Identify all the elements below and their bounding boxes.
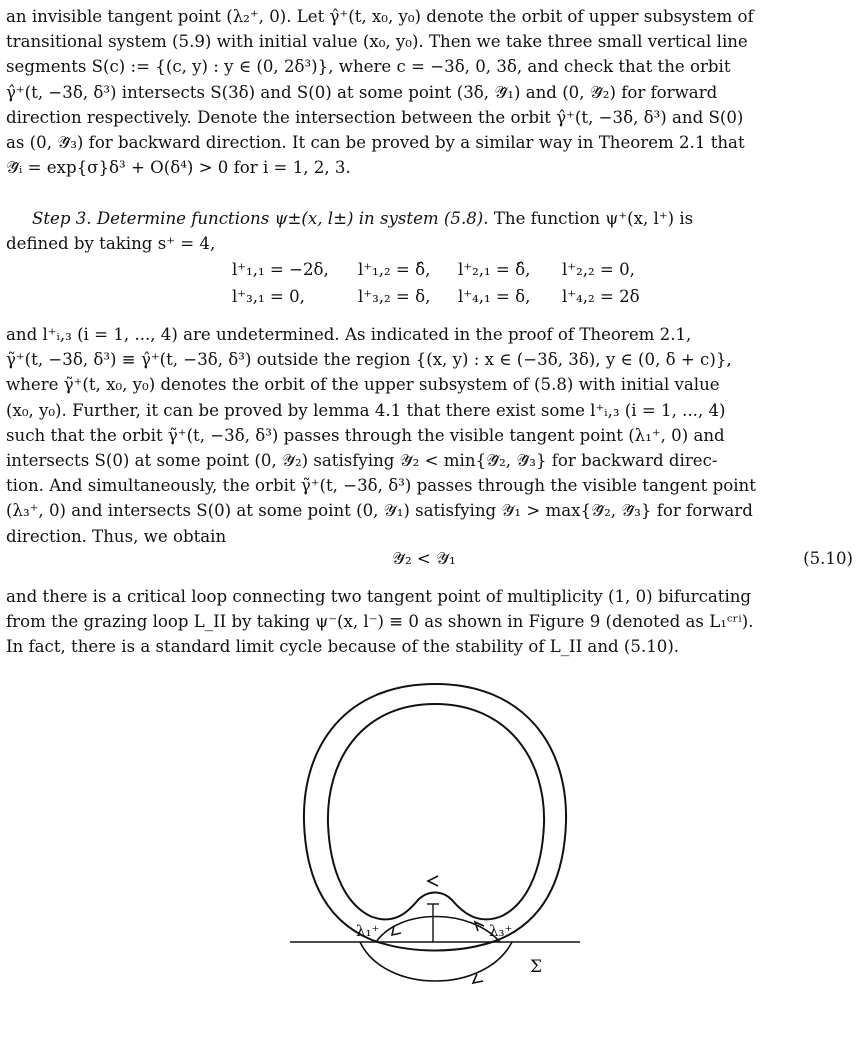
text-line: segments S(c) := {(c, y) : y ∈ (0, 2δ³)}, where c = −3δ, 0, 3δ, and check that the orbit — [6, 57, 731, 77]
paragraph-1 — [6, 4, 858, 180]
paragraph-2 — [6, 322, 858, 549]
paragraph-3 — [6, 584, 858, 660]
equation-number: (5.10) — [803, 549, 853, 568]
inner-loop — [328, 704, 544, 919]
eq-l31: l⁺₃,₁ = 0, — [232, 287, 305, 306]
text-line: direction. Thus, we obtain — [6, 526, 227, 546]
critical-arc — [376, 917, 500, 943]
text-line: intersects S(0) at some point (0, 𝒴̃₂) satisfying 𝒴̃₂ < min{𝒴̂₂, 𝒴̂₃} for backward direc- — [6, 451, 718, 471]
text-line: In fact, there is a standard limit cycle because of the stability of L_II and (5.10). — [6, 637, 680, 657]
lower-arc — [360, 942, 512, 981]
label-sigma: Σ — [530, 957, 543, 977]
text-line: and l⁺ᵢ,₃ (i = 1, ..., 4) are undetermined. As indicated in the proof of Theorem 2.1, — [6, 325, 692, 344]
step3-line2 — [6, 231, 858, 256]
text-line: as (0, 𝒴̂₃) for backward direction. It can be proved by a similar way in Theorem 2.1 that — [6, 133, 745, 153]
text-line: (λ₃⁺, 0) and intersects S(0) at some point (0, 𝒴̃₁) satisfying 𝒴̃₁ > max{𝒴̂₂, 𝒴̂₃} for forward — [6, 501, 753, 521]
eq-l12: l⁺₁,₂ = δ̂, — [358, 260, 431, 279]
eq-l32: l⁺₃,₂ = δ, — [358, 287, 431, 306]
text-line: an invisible tangent point (λ₂⁺, 0). Let γ̂⁺(t, x₀, y₀) denote the orbit of upper subsystem of — [6, 7, 754, 26]
eq-l11: l⁺₁,₁ = −2δ, — [232, 260, 329, 279]
eq-l41: l⁺₄,₁ = δ, — [458, 287, 531, 306]
display-equation: 𝒴̃₂ < 𝒴̃₁ — [392, 549, 456, 568]
eq-l42: l⁺₄,₂ = 2δ — [562, 287, 640, 306]
arrow-icon — [392, 926, 401, 935]
text-line: γ̃⁺(t, −3δ, δ³) ≡ γ̂⁺(t, −3δ, δ³) outside the region {(x, y) : x ∈ (−3δ, 3δ), y ∈ (0, δ + c)}, — [6, 350, 732, 370]
label-lambda1: λ₁⁺ — [356, 922, 380, 940]
outer-loop — [304, 684, 566, 951]
step3-heading: Step 3. Determine functions ψ±(x, l±) in system (5.8). — [32, 209, 489, 228]
text-line: from the grazing loop L_II by taking ψ⁻(x, l⁻) ≡ 0 as shown in Figure 9 (denoted as L₁ᶜʳⁱ). — [6, 612, 754, 632]
eq-l21: l⁺₂,₁ = δ̂, — [458, 260, 531, 279]
eq-l22: l⁺₂,₂ = 0, — [562, 260, 635, 279]
figure-9-diagram — [290, 672, 580, 1022]
label-lambda3: λ₃⁺ — [489, 922, 513, 940]
arrow-icon — [428, 876, 438, 886]
text-line: and there is a critical loop connecting two tangent point of multiplicity (1, 0) bifurcating — [6, 587, 752, 606]
step3-line1-rest: The function ψ⁺(x, l⁺) is — [493, 209, 694, 228]
text-line: tion. And simultaneously, the orbit γ̃⁺(t, −3δ, δ³) passes through the visible tangent point — [6, 476, 756, 496]
text-line: (x₀, y₀). Further, it can be proved by lemma 4.1 that there exist some l⁺ᵢ,₃ (i = 1, ..., 4) — [6, 400, 726, 420]
text-line: γ̂⁺(t, −3δ, δ³) intersects S(3δ) and S(0) at some point (3δ, 𝒴̂₁) and (0, 𝒴̂₂) for forward — [6, 82, 718, 102]
step3-paragraph — [32, 206, 858, 231]
text-line: direction respectively. Denote the intersection between the orbit γ̂⁺(t, −3δ, δ³) and S(0) — [6, 107, 744, 127]
text-line: 𝒴̂ᵢ = exp{σ}δ³ + O(δ⁴) > 0 for i = 1, 2, 3. — [6, 158, 351, 178]
text-line: transitional system (5.9) with initial value (x₀, y₀). Then we take three small vertical line — [6, 32, 748, 52]
text-line: defined by taking s⁺ = 4, — [6, 234, 216, 253]
arrow-icon — [473, 974, 483, 983]
text-line: where γ̃⁺(t, x₀, y₀) denotes the orbit of the upper subsystem of (5.8) with initial value — [6, 375, 720, 395]
text-line: such that the orbit γ̃⁺(t, −3δ, δ³) passes through the visible tangent point (λ₁⁺, 0) and — [6, 425, 725, 445]
